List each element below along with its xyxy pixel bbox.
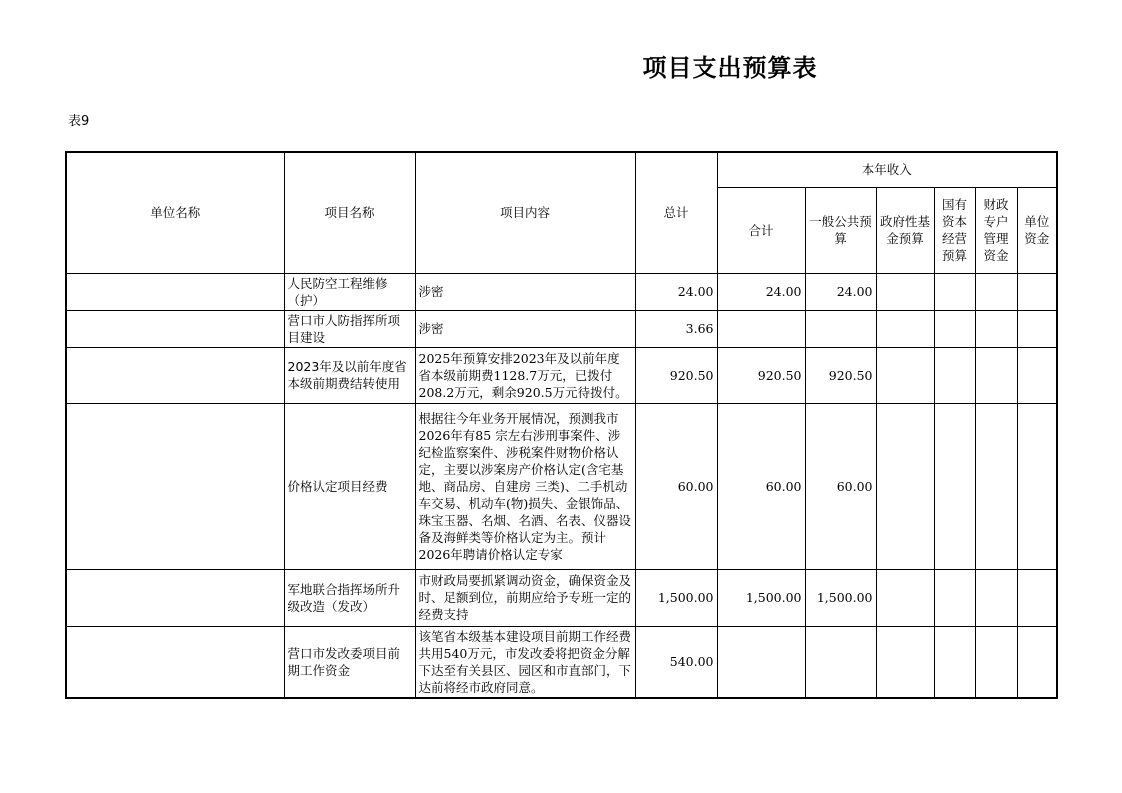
header-general-public-budget: 一般公共预算 xyxy=(805,187,876,273)
project-content-cell: 根据往今年业务开展情况，预测我市2026年有85 宗左右涉刑事案件、涉纪检监察案件、涉税案件财物价格认定，主要以涉案房产价格认定(含宅基地、商品房、自建房 三类)、二手机动车交易、机动车(物)损失、金银饰品、珠宝玉器、名烟、名酒、名表、仪器设备及海鲜类等价格认定为主。预计2026年聘请价格认定专家 xyxy=(415,403,635,569)
gov-fund-cell xyxy=(876,347,934,403)
unit-fund-cell xyxy=(1017,310,1057,347)
general-budget-cell: 24.00 xyxy=(805,273,876,310)
header-income-group: 本年收入 xyxy=(717,152,1057,187)
subtotal-cell: 920.50 xyxy=(717,347,805,403)
table-row xyxy=(66,273,1057,310)
project-content-cell: 2025年预算安排2023年及以前年度省本级前期费1128.7万元，已拨付208.2万元，剩余920.5万元待拨付。 xyxy=(415,347,635,403)
table-row xyxy=(66,310,1057,347)
gov-fund-cell xyxy=(876,626,934,698)
total-cell: 60.00 xyxy=(635,403,717,569)
state-capital-cell xyxy=(934,273,975,310)
subtotal-cell: 24.00 xyxy=(717,273,805,310)
fiscal-special-cell xyxy=(975,347,1017,403)
project-name-cell: 营口市人防指挥所项目建设 xyxy=(284,310,415,347)
total-cell: 3.66 xyxy=(635,310,717,347)
project-content-cell: 涉密 xyxy=(415,310,635,347)
unit-fund-cell xyxy=(1017,403,1057,569)
unit-name-cell xyxy=(66,347,284,403)
table-number: 表9 xyxy=(68,114,90,129)
unit-name-cell xyxy=(66,273,284,310)
state-capital-cell xyxy=(934,403,975,569)
table-row xyxy=(66,403,1057,569)
fiscal-special-cell xyxy=(975,273,1017,310)
header-project-name: 项目名称 xyxy=(284,152,415,273)
project-name-cell: 2023年及以前年度省本级前期费结转使用 xyxy=(284,347,415,403)
gov-fund-cell xyxy=(876,403,934,569)
header-state-capital-budget: 国有资本经营预算 xyxy=(934,187,975,273)
page-title: 项目支出预算表 xyxy=(642,54,818,82)
gov-fund-cell xyxy=(876,273,934,310)
unit-fund-cell xyxy=(1017,569,1057,626)
total-cell: 920.50 xyxy=(635,347,717,403)
general-budget-cell: 1,500.00 xyxy=(805,569,876,626)
table-row xyxy=(66,569,1057,626)
header-total: 总计 xyxy=(635,152,717,273)
general-budget-cell: 920.50 xyxy=(805,347,876,403)
general-budget-cell xyxy=(805,626,876,698)
unit-name-cell xyxy=(66,403,284,569)
project-name-cell: 军地联合指挥场所升级改造（发改） xyxy=(284,569,415,626)
header-gov-fund-budget: 政府性基金预算 xyxy=(876,187,934,273)
state-capital-cell xyxy=(934,626,975,698)
project-content-cell: 该笔省本级基本建设项目前期工作经费共用540万元，市发改委将把资金分解下达至有关县区、园区和市直部门，下达前将经市政府同意。 xyxy=(415,626,635,698)
unit-name-cell xyxy=(66,310,284,347)
unit-fund-cell xyxy=(1017,347,1057,403)
header-subtotal: 合计 xyxy=(717,187,805,273)
unit-fund-cell xyxy=(1017,273,1057,310)
table-row xyxy=(66,626,1057,698)
subtotal-cell: 1,500.00 xyxy=(717,569,805,626)
gov-fund-cell xyxy=(876,569,934,626)
total-cell: 24.00 xyxy=(635,273,717,310)
table-row xyxy=(66,347,1057,403)
project-name-cell: 营口市发改委项目前期工作资金 xyxy=(284,626,415,698)
fiscal-special-cell xyxy=(975,569,1017,626)
subtotal-cell: 60.00 xyxy=(717,403,805,569)
unit-fund-cell xyxy=(1017,626,1057,698)
header-unit-name: 单位名称 xyxy=(66,152,284,273)
header-unit-fund: 单位资金 xyxy=(1017,187,1057,273)
fiscal-special-cell xyxy=(975,403,1017,569)
gov-fund-cell xyxy=(876,310,934,347)
subtotal-cell xyxy=(717,310,805,347)
header-fiscal-special-fund: 财政专户管理资金 xyxy=(975,187,1017,273)
general-budget-cell xyxy=(805,310,876,347)
total-cell: 540.00 xyxy=(635,626,717,698)
subtotal-cell xyxy=(717,626,805,698)
project-expenditure-table xyxy=(65,151,1058,699)
fiscal-special-cell xyxy=(975,626,1017,698)
state-capital-cell xyxy=(934,569,975,626)
project-name-cell: 价格认定项目经费 xyxy=(284,403,415,569)
state-capital-cell xyxy=(934,347,975,403)
general-budget-cell: 60.00 xyxy=(805,403,876,569)
state-capital-cell xyxy=(934,310,975,347)
project-name-cell: 人民防空工程维修（护） xyxy=(284,273,415,310)
header-project-content: 项目内容 xyxy=(415,152,635,273)
project-content-cell: 市财政局要抓紧调动资金，确保资金及时、足额到位，前期应给予专班一定的经费支持 xyxy=(415,569,635,626)
fiscal-special-cell xyxy=(975,310,1017,347)
unit-name-cell xyxy=(66,626,284,698)
unit-name-cell xyxy=(66,569,284,626)
project-content-cell: 涉密 xyxy=(415,273,635,310)
total-cell: 1,500.00 xyxy=(635,569,717,626)
